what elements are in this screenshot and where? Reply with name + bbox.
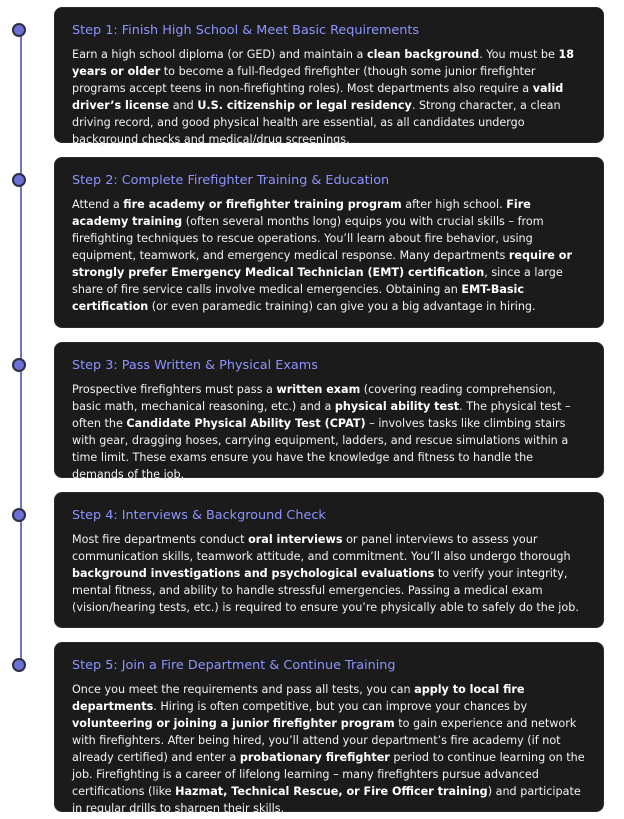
bold-text: valid driver’s license: [72, 82, 564, 112]
body-text: or panel interviews to assess your communication skills, teamwork attitude, and commitment. You’ll also undergo thorough: [72, 533, 571, 563]
step-title: Step 4: Interviews & Background Check: [72, 508, 326, 523]
body-text: . Strong character, a clean driving record, and good physical health are essential, as all candidates undergo background checks and medical/drug screenings.: [72, 99, 561, 146]
body-text: (or even paramedic training) can give you a big advantage in hiring.: [148, 300, 536, 313]
body-text: Earn a high school diploma (or GED) and maintain a: [72, 48, 367, 61]
body-text: Attend a: [72, 198, 124, 211]
step-card-5: [54, 642, 604, 815]
timeline-dot: [12, 658, 26, 672]
step-title: Step 5: Join a Fire Department & Continue Training: [72, 658, 396, 673]
bold-text: U.S. citizenship or legal residency: [197, 99, 412, 112]
bold-text: oral interviews: [248, 533, 343, 546]
step-card-3: [54, 342, 604, 481]
body-text: Most fire departments conduct: [72, 533, 249, 546]
bold-text: written exam: [276, 383, 361, 396]
step-body: [72, 681, 587, 817]
body-text: , since a large share of fire service calls involve medical emergencies. Obtaining an: [72, 266, 563, 296]
bold-text: volunteering or joining a junior firefighter program: [72, 717, 395, 730]
bold-text: fire academy or firefighter training program: [123, 198, 402, 211]
bold-text: EMT-Basic certification: [72, 283, 525, 313]
step-body: [72, 381, 587, 483]
step-body: [72, 46, 587, 148]
timeline-dot: [12, 23, 26, 37]
body-text: period to continue learning on the job. Firefighting is a career of lifelong learning – many firefighters pursue advanced certifications (like: [72, 751, 585, 798]
body-text: . You must be: [479, 48, 559, 61]
body-text: and: [169, 99, 198, 112]
body-text: (often several months long) equips you with crucial skills – from firefighting techniques to rescue operations. You’ll learn about fire behavior, using equipment, teamwork, and emergency medical response. Many departments: [72, 215, 544, 262]
body-text: after high school.: [401, 198, 507, 211]
timeline-line: [20, 30, 22, 666]
bold-text: Hazmat, Technical Rescue, or Fire Officer training: [175, 785, 488, 798]
bold-text: clean background: [366, 48, 480, 61]
body-text: ) and participate in regular drills to sharpen their skills.: [72, 785, 581, 815]
bold-text: probationary firefighter: [239, 751, 390, 764]
body-text: . Hiring is often competitive, but you can improve your chances by: [153, 700, 528, 713]
bold-text: Fire academy training: [72, 198, 531, 228]
body-text: Prospective firefighters must pass a: [72, 383, 277, 396]
bold-text: require or strongly prefer Emergency Medical Technician (EMT) certification: [72, 249, 572, 279]
bold-text: apply to local fire departments: [72, 683, 525, 713]
bold-text: background investigations and psychological evaluations: [72, 567, 435, 580]
body-text: to gain experience and network with firefighters. After being hired, you’ll attend your department’s fire academy (if not already certified) and enter a: [72, 717, 577, 764]
timeline-dot: [12, 508, 26, 522]
body-text: to become a full-fledged firefighter (though some junior firefighter programs accept teens in non-firefighting roles). Most departments also require a: [72, 65, 536, 95]
body-text: – involves tasks like climbing stairs with gear, dragging hoses, carrying equipment, ladders, and rescue simulations within a time limit. These exams ensure you have the knowledge and fitness to handle the demands of the job.: [72, 417, 569, 481]
step-card-1: [54, 7, 604, 146]
bold-text: 18 years or older: [72, 48, 575, 78]
step-title: Step 3: Pass Written & Physical Exams: [72, 358, 318, 373]
body-text: to verify your integrity, mental fitness, and ability to handle stressful emergencies. Passing a medical exam (vision/hearing tests, etc.) is required to ensure you’re physically able to safely do the job.: [72, 567, 579, 614]
body-text: (covering reading comprehension, basic math, mechanical reasoning, etc.) and a: [72, 383, 556, 413]
step-body: [72, 531, 587, 616]
step-body: [72, 196, 587, 315]
timeline-dot: [12, 358, 26, 372]
timeline-dot: [12, 173, 26, 187]
step-card-4: [54, 492, 604, 628]
bold-text: Candidate Physical Ability Test (CPAT): [126, 417, 366, 430]
step-title: Step 1: Finish High School & Meet Basic Requirements: [72, 23, 420, 38]
body-text: Once you meet the requirements and pass all tests, you can: [72, 683, 415, 696]
step-title: Step 2: Complete Firefighter Training & Education: [72, 173, 390, 188]
bold-text: physical ability test: [334, 400, 460, 413]
step-card-2: [54, 157, 604, 328]
body-text: . The physical test – often the: [72, 400, 571, 430]
